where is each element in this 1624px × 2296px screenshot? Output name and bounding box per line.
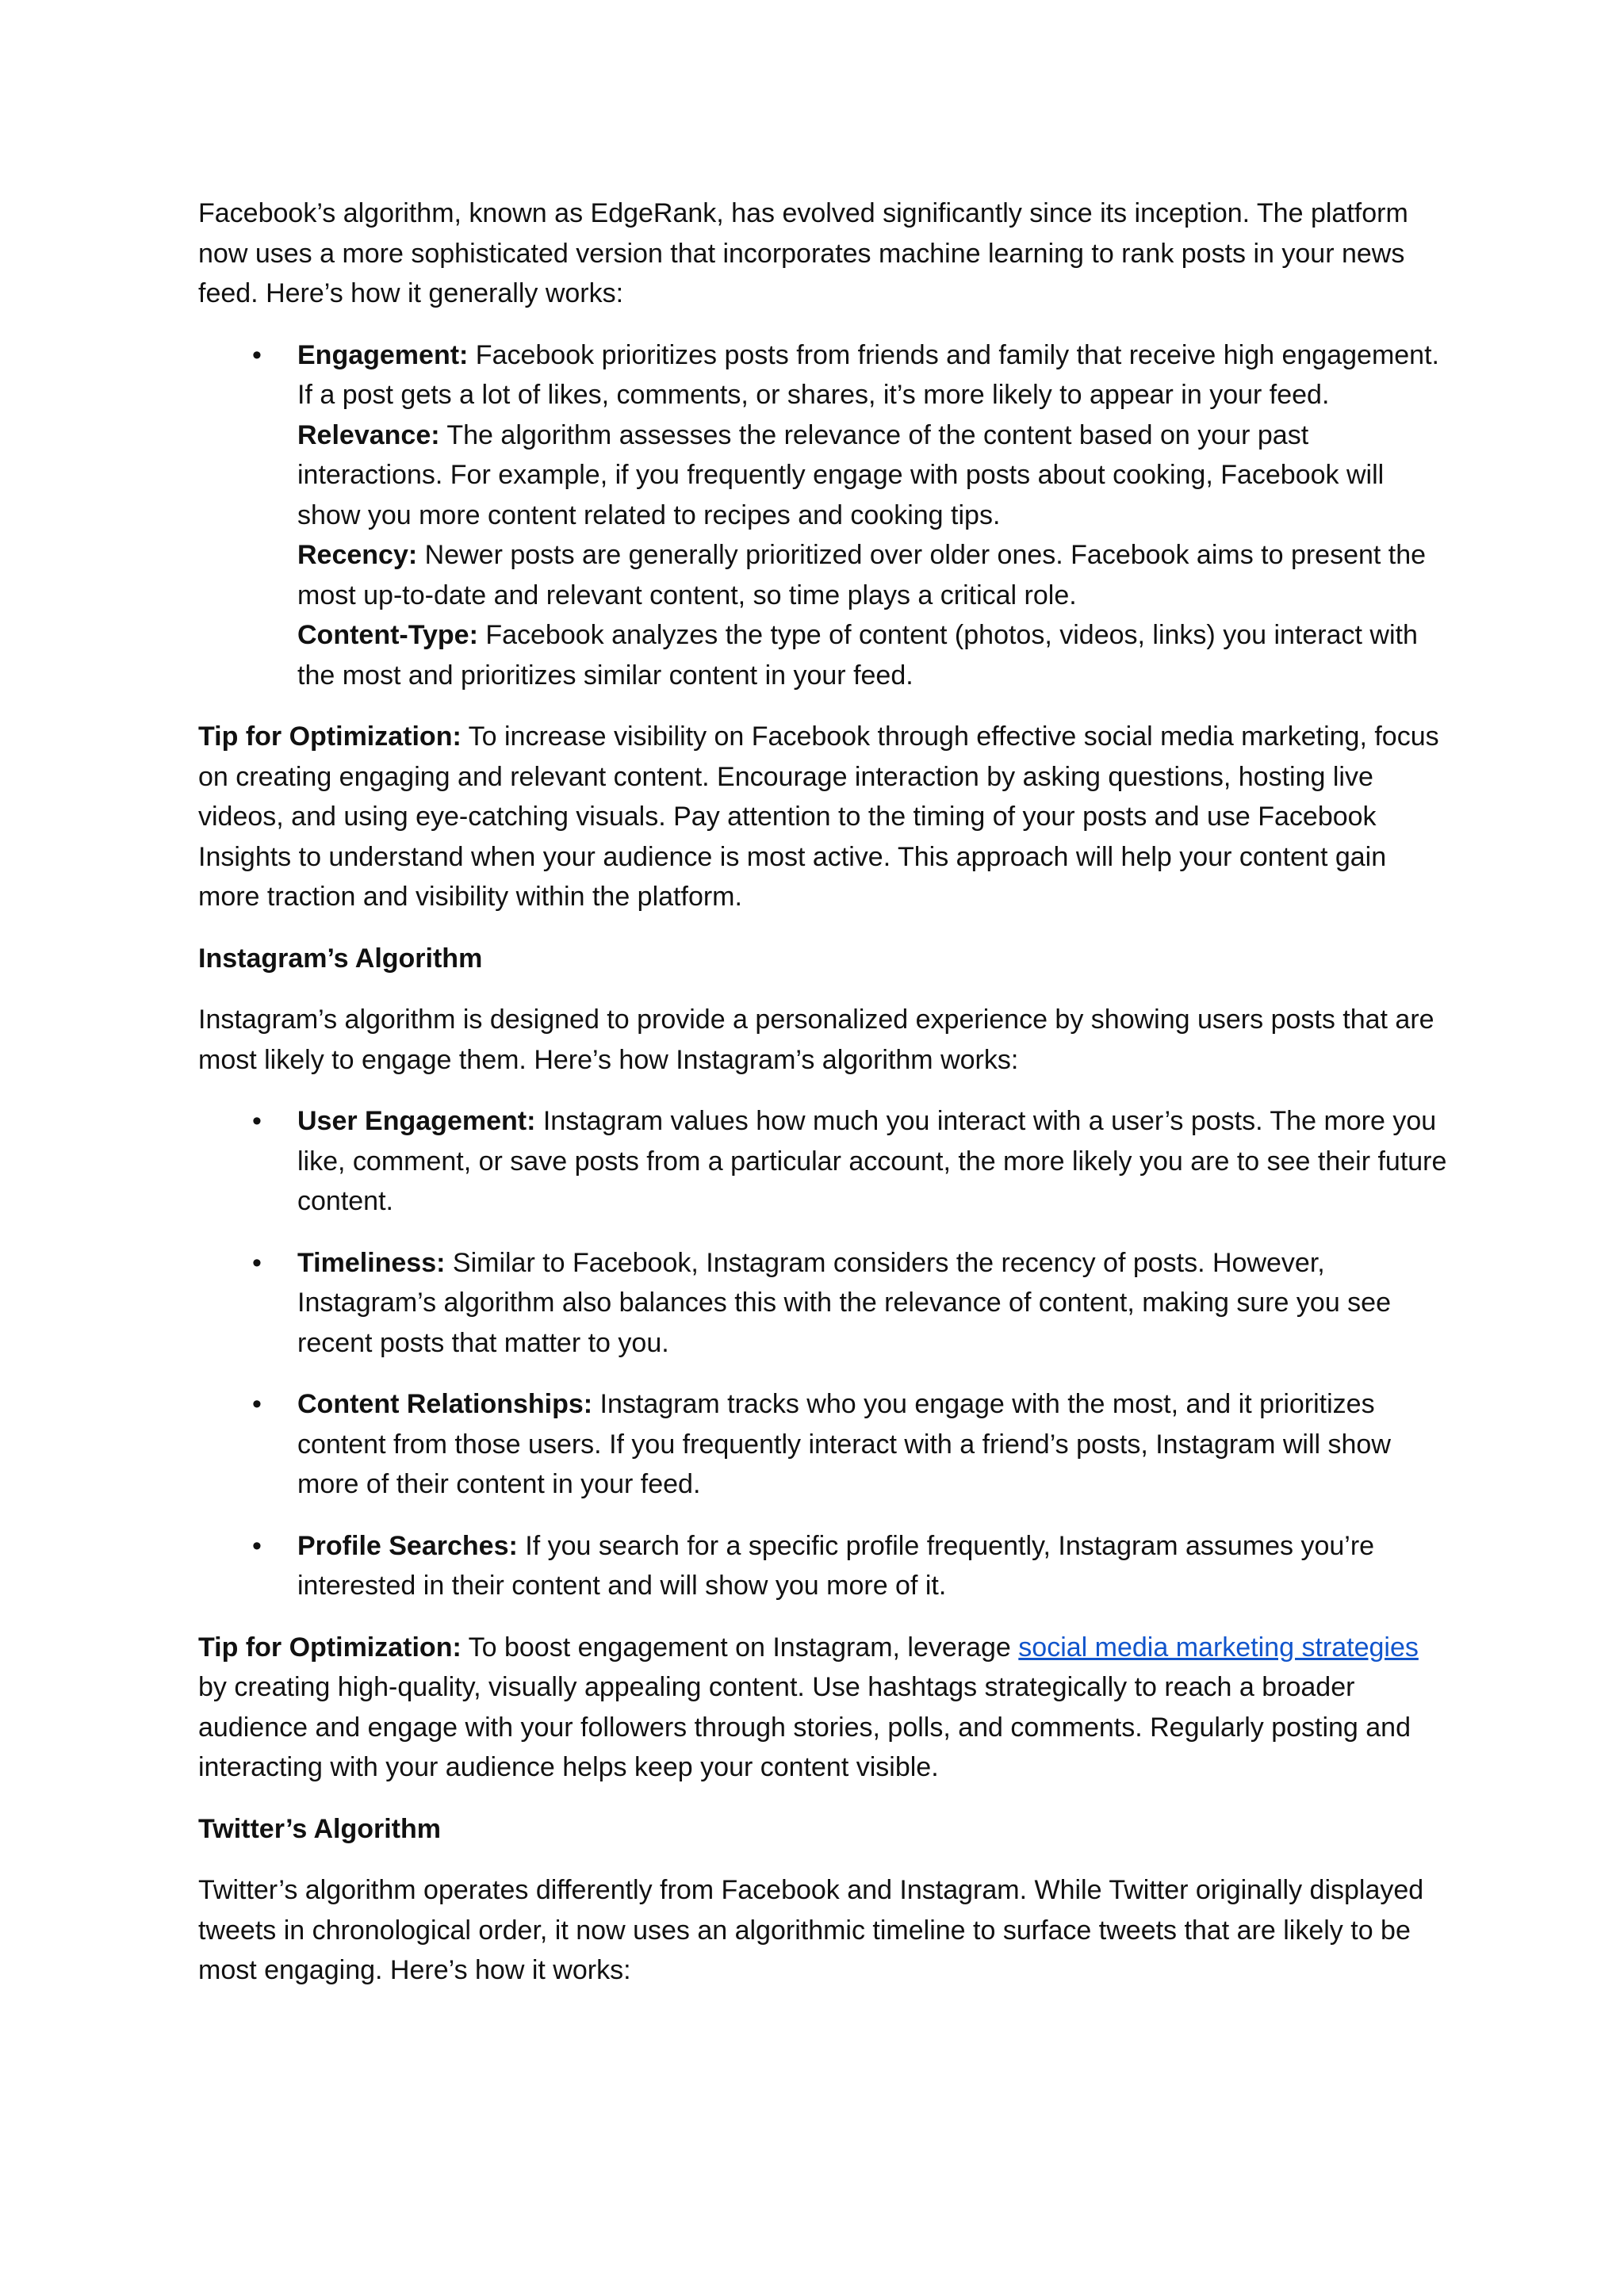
tip-text: To increase visibility on Facebook through effective social media marketing, focus on creating engaging and relevant content. Encourage interaction by asking questions, hosting live videos, and using eye-catching visuals. Pay attention to the timing of your posts and use Facebook Insights to understand when your audience is most active. This approach will help your content gain more traction and visibility within the platform. (198, 721, 1439, 912)
instagram-intro-paragraph: Instagram’s algorithm is designed to provide a personalized experience by showing users posts that are most likely to engage them. Here’s how Instagram’s algorithm works: (198, 1004, 1434, 1075)
factor-label: User Engagement: (297, 1106, 536, 1136)
factor-text: Similar to Facebook, Instagram considers the recency of posts. However, Instagram’s algorithm also balances this with the relevance of content, making sure you see recent posts that matter to you. (297, 1247, 1391, 1358)
bullet-icon: • (252, 1389, 262, 1419)
factor-text: If you search for a specific profile frequently, Instagram assumes you’re interested in their content and will show you more of it. (297, 1530, 1375, 1601)
social-media-marketing-link[interactable]: social media marketing strategies (1018, 1632, 1419, 1663)
bullet-icon: • (252, 1106, 262, 1136)
bullet-icon: • (252, 1247, 262, 1278)
bullet-icon: • (252, 1530, 262, 1561)
facebook-tip-paragraph (198, 717, 1451, 917)
factor-text: Newer posts are generally prioritized over older ones. Facebook aims to present the most up-to-date and relevant content, so time plays a critical role. (297, 540, 1427, 610)
list-item (198, 1526, 1451, 1606)
tip-label: Tip for Optimization: (198, 721, 462, 752)
instagram-heading (198, 939, 1451, 979)
section-heading: Instagram’s Algorithm (198, 943, 483, 974)
factor-label: Timeliness: (297, 1247, 446, 1278)
factor-label: Engagement: (297, 339, 469, 370)
facebook-intro-paragraph: Facebook’s algorithm, known as EdgeRank, has evolved significantly since its inception. The platform now uses a more sophisticated version that incorporates machine learning to rank posts in your news feed. Here’s how it generally works: (198, 198, 1408, 308)
factor-label: Content-Type: (297, 620, 478, 650)
factor-label: Content Relationships: (297, 1389, 593, 1419)
facebook-factor-recency (297, 535, 1451, 615)
list-item (198, 1101, 1451, 1222)
facebook-factors-list (198, 335, 1451, 696)
factor-text: Facebook prioritizes posts from friends and family that receive high engagement. If a post gets a lot of likes, comments, or shares, it’s more likely to appear in your feed. (297, 339, 1439, 410)
twitter-intro-paragraph: Twitter’s algorithm operates differently from Facebook and Instagram. While Twitter originally displayed tweets in chronological order, it now uses an algorithmic timeline to surface tweets that are likely to be most engaging. Here’s how it works: (198, 1875, 1424, 1985)
section-heading: Twitter’s Algorithm (198, 1813, 441, 1844)
factor-label: Recency: (297, 540, 418, 570)
bullet-icon: • (252, 339, 262, 370)
tip-text-after: by creating high-quality, visually appealing content. Use hashtags strategically to reach a broader audience and engage with your followers through stories, polls, and comments. Regularly posting and interacting with your audience helps keep your content visible. (198, 1672, 1411, 1782)
factor-text: Instagram values how much you interact with a user’s posts. The more you like, comment, or save posts from a particular account, the more likely you are to see their future content. (297, 1106, 1447, 1216)
facebook-factor-relevance (297, 415, 1451, 536)
twitter-heading (198, 1809, 1451, 1850)
list-item (198, 1243, 1451, 1364)
instagram-tip-paragraph (198, 1628, 1451, 1788)
facebook-factor-content-type (297, 615, 1451, 695)
facebook-factor-engagement (297, 335, 1451, 415)
list-item (198, 1384, 1451, 1505)
list-item (198, 335, 1451, 696)
tip-text-before: To boost engagement on Instagram, leverage (461, 1632, 1019, 1663)
factor-label: Relevance: (297, 419, 440, 450)
factor-label: Profile Searches: (297, 1530, 518, 1561)
document-page (198, 193, 1451, 2012)
factor-text: Facebook analyzes the type of content (photos, videos, links) you interact with the most and prioritizes similar content in your feed. (297, 620, 1418, 691)
instagram-factors-list (198, 1101, 1451, 1606)
tip-label: Tip for Optimization: (198, 1632, 462, 1663)
factor-text: The algorithm assesses the relevance of the content based on your past interactions. For example, if you frequently engage with posts about cooking, Facebook will show you more content related to recipes and cooking tips. (297, 419, 1385, 530)
factor-text: Instagram tracks who you engage with the most, and it prioritizes content from those users. If you frequently interact with a friend’s posts, Instagram will show more of their content in your feed. (297, 1389, 1391, 1499)
